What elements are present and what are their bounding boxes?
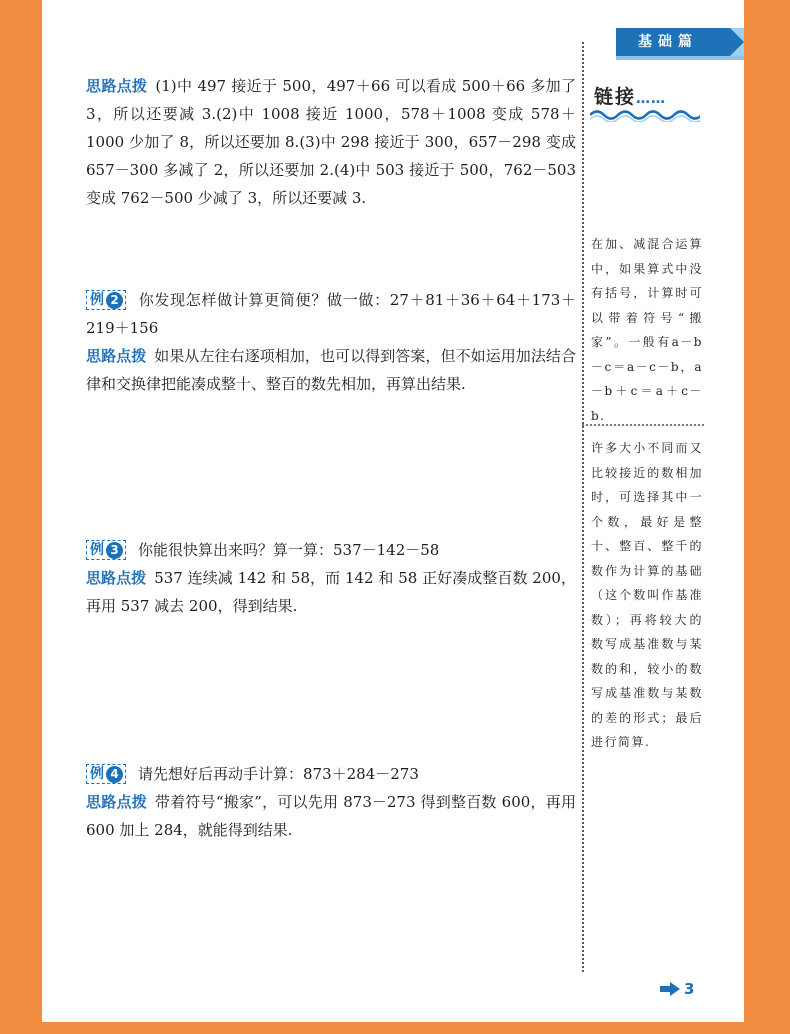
section-tab-shadow [616,56,744,60]
hint-label: 思路点拨 [86,569,147,587]
example-question: 请先想好后再动手计算：873＋284－273 [138,765,419,783]
section-tab [616,28,744,56]
sidebar-divider [582,42,584,972]
hint-label: 思路点拨 [86,347,147,365]
example-badge-text: 例 [90,542,104,558]
sidebar-title-text: 链接 [594,86,637,108]
hint-text: (1)中 497 接近于 500，497＋66 可以看成 500＋66 多加了 3，所以还要减 3.(2)中 1008 接近 1000，578＋1008 变成 578＋1000 少加了 8，所以还要加 8.(3)中 298 接近于 300，657－298 变成 657－300 多减了 2，所以还要加 2.(4)中 503 接近于 500，762－503 变成 762－500 少减了 3，所以还要减 3. [86,77,576,207]
page [42,0,744,1022]
sidebar-note-separator [582,424,704,426]
page-number [660,980,694,998]
sidebar-note-2: 许多大小不同而又比较接近的数相加时，可选择其中一个数，最好是整十、整百、整千的数作为计算的基础（这个数叫作基准数）；再将较大的数写成基准数与某数的和，较小的数写成基准数与某数的差的形式；最后进行简算. [591,441,703,749]
example-badge [86,540,126,560]
hint-text: 537 连续减 142 和 58，而 142 和 58 正好凑成整百数 200，再用 537 减去 200，得到结果. [86,569,576,615]
arrow-right-icon [660,982,680,996]
page-number-text: 3 [684,980,695,998]
example-1-hint [86,72,576,212]
example-number: 3 [106,542,123,559]
sidebar-title [594,82,666,109]
hint-label: 思路点拨 [86,793,147,811]
sidebar-title-dots: …… [636,91,667,107]
example-number: 4 [106,766,123,783]
hint-label: 思路点拨 [86,77,148,95]
example-question: 你能很快算出来吗？算一算：537－142－58 [138,541,440,559]
example-badge-text: 例 [90,766,104,782]
example-2 [86,286,576,398]
example-badge [86,290,126,310]
example-3 [86,536,576,620]
section-tab-label: 基础篇 [638,34,698,50]
hint-text: 带着符号“搬家”，可以先用 873－273 得到整百数 600，再用 600 加上 284，就能得到结果. [86,793,576,839]
example-4 [86,760,576,844]
hint-text: 如果从左往右逐项相加，也可以得到答案，但不如运用加法结合律和交换律把能凑成整十、整百的数先相加，再算出结果. [86,347,576,393]
example-badge-text: 例 [90,292,104,308]
example-number: 2 [106,292,123,309]
example-question: 你发现怎样做计算更简便？做一做：27＋81＋36＋64＋173＋219＋156 [86,291,576,337]
wave-decoration-icon [590,108,700,122]
sidebar-note-1: 在加、减混合运算中，如果算式中没有括号，计算时可以带着符号“搬家”。一般有a－b－c＝a－c－b，a－b＋c＝a＋c－b. [591,237,703,423]
example-badge [86,764,126,784]
